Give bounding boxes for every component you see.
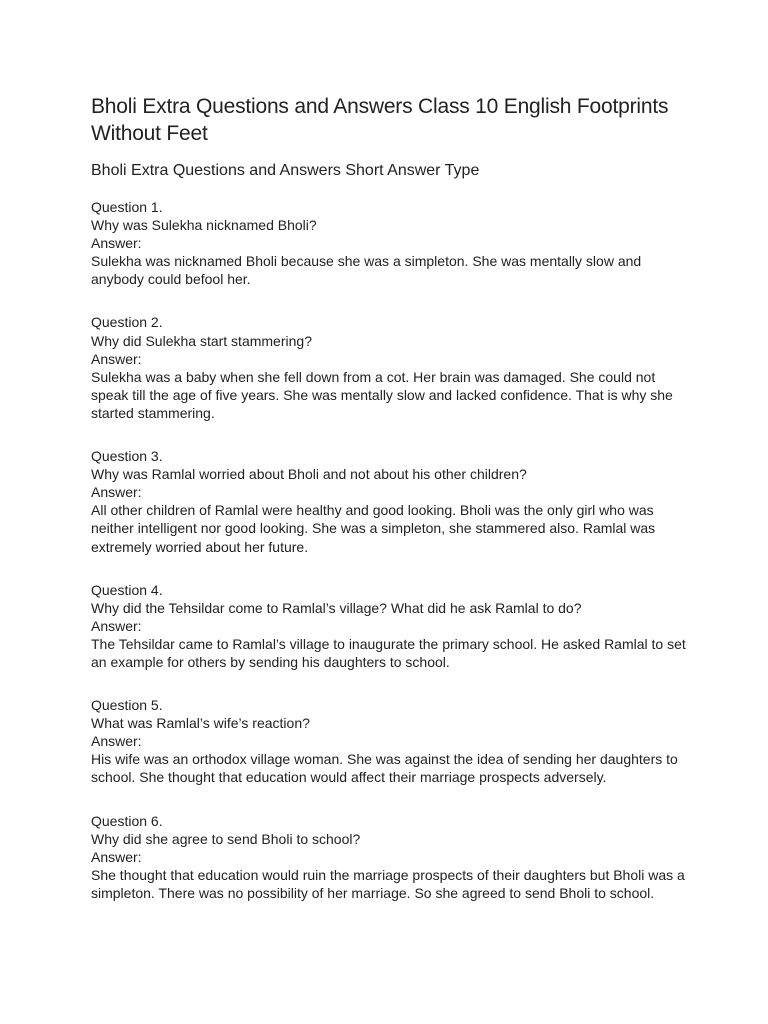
question-label: Question 2. xyxy=(91,314,163,331)
answer-label: Answer: xyxy=(91,350,142,367)
section-subtitle: Bholi Extra Questions and Answers Short Answer Type xyxy=(91,162,480,179)
question-text: Why did the Tehsildar come to Ramlal’s village? What did he ask Ramlal to do? xyxy=(91,599,582,616)
answer-text: She thought that education would ruin the marriage prospects of their daughters but Bholi was a simpleton. There was no possibility of her marriage. So she agreed to send Bholi to school. xyxy=(91,866,685,901)
qa-item xyxy=(91,581,691,671)
answer-label: Answer: xyxy=(91,235,142,252)
question-text: What was Ramlal’s wife’s reaction? xyxy=(91,715,310,732)
answer-label: Answer: xyxy=(91,733,142,750)
question-text: Why did she agree to send Bholi to school? xyxy=(91,830,361,847)
answer-text: All other children of Ramlal were healthy and good looking. Bholi was the only girl who was neither intelligent nor good looking. She was a simpleton, she stammered also. Ramlal was extremely worried about her future. xyxy=(91,502,656,555)
qa-item xyxy=(91,198,691,288)
document-page xyxy=(91,93,691,927)
answer-text: Sulekha was nicknamed Bholi because she was a simpleton. She was mentally slow and anybody could befool her. xyxy=(91,253,642,288)
question-label: Question 5. xyxy=(91,697,163,714)
question-text: Why was Ramlal worried about Bholi and not about his other children? xyxy=(91,466,527,483)
question-text: Why did Sulekha start stammering? xyxy=(91,332,312,349)
question-label: Question 6. xyxy=(91,812,163,829)
answer-label: Answer: xyxy=(91,617,142,634)
question-label: Question 1. xyxy=(91,199,163,215)
qa-list xyxy=(91,198,691,902)
qa-item xyxy=(91,696,691,786)
answer-text: The Tehsildar came to Ramlal’s village to inaugurate the primary school. He asked Ramlal to set an example for others by sending his daughters to school. xyxy=(91,635,686,670)
qa-item xyxy=(91,447,691,556)
qa-item xyxy=(91,812,691,902)
question-label: Question 4. xyxy=(91,581,163,598)
answer-label: Answer: xyxy=(91,484,142,501)
question-text: Why was Sulekha nicknamed Bholi? xyxy=(91,217,317,234)
answer-text: Sulekha was a baby when she fell down from a cot. Her brain was damaged. She could not speak till the age of five years. She was mentally slow and lacked confidence. That is why she started stammering. xyxy=(91,368,673,421)
answer-text: His wife was an orthodox village woman. She was against the idea of sending her daughters to school. She thought that education would affect their marriage prospects adversely. xyxy=(91,751,678,786)
question-label: Question 3. xyxy=(91,448,163,465)
answer-label: Answer: xyxy=(91,848,142,865)
document-title: Bholi Extra Questions and Answers Class 10 English Footprints Without Feet xyxy=(91,95,669,145)
qa-item xyxy=(91,313,691,422)
